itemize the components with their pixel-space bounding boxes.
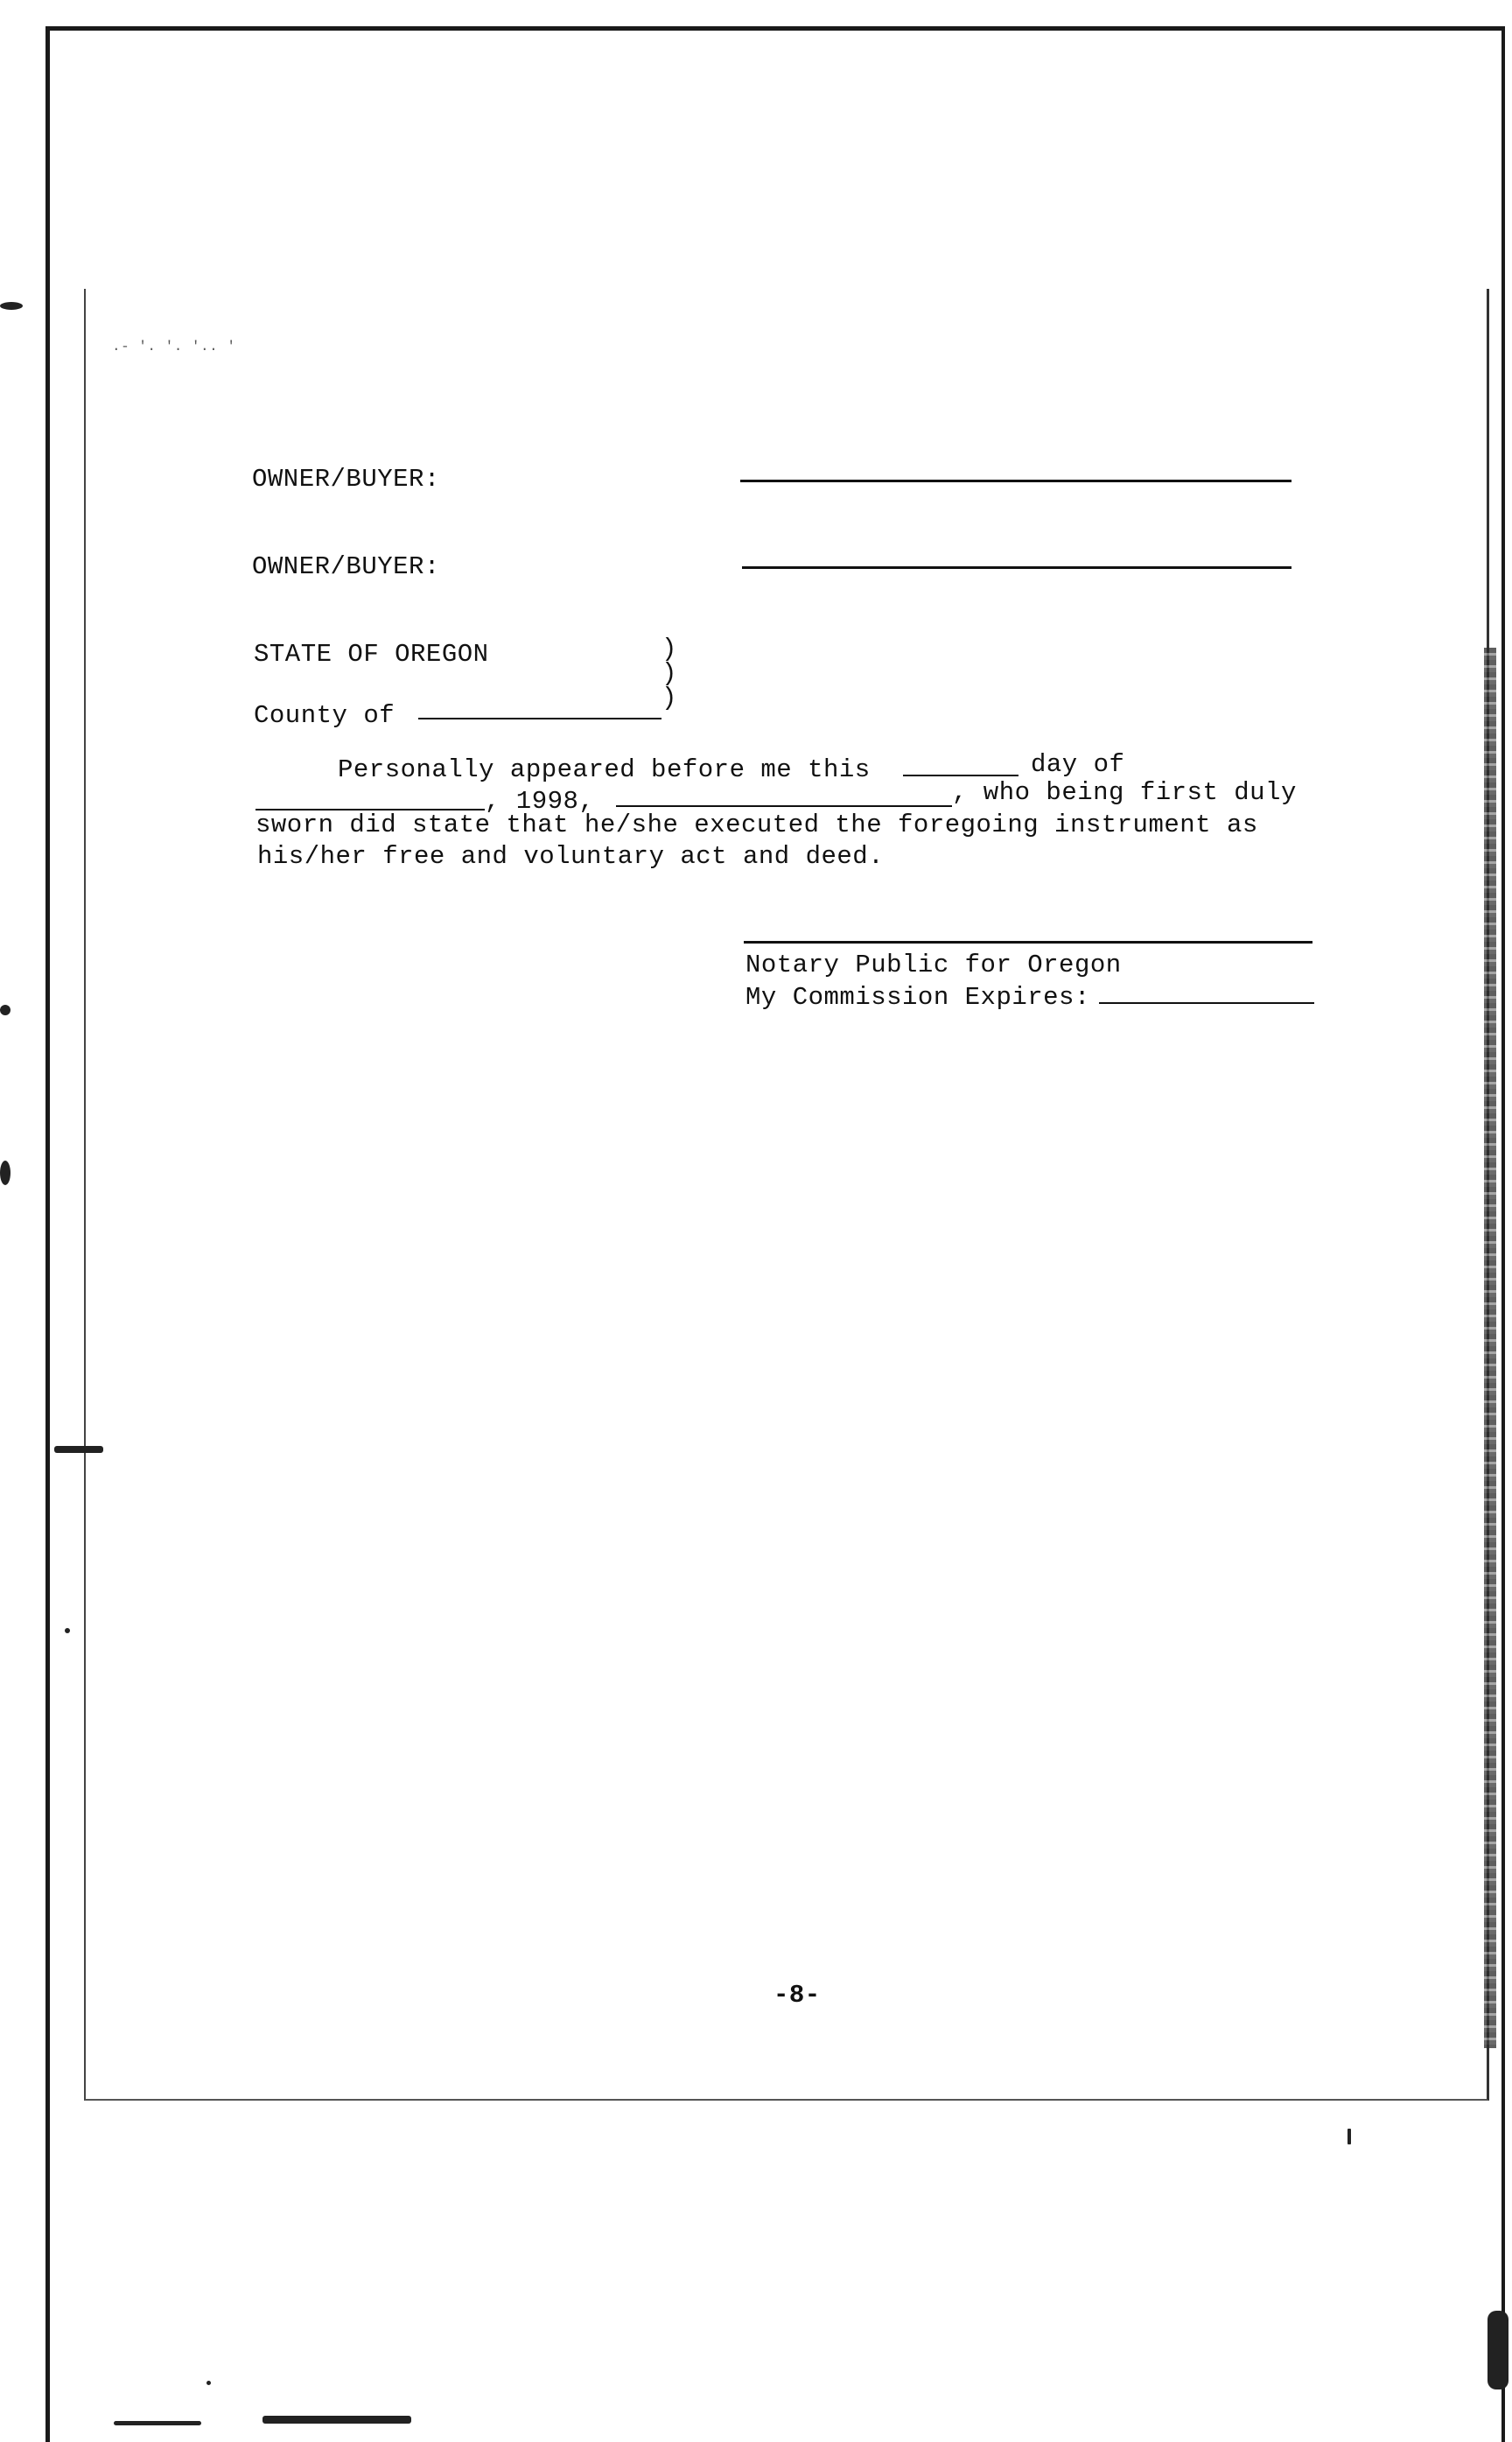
ack-line-3: sworn did state that he/she executed the foregoing instrument as (256, 810, 1258, 839)
owner-buyer-label-1: OWNER/BUYER: (252, 465, 440, 494)
commission-expires-label: My Commission Expires: (746, 983, 1090, 1012)
name-blank-line (616, 805, 952, 807)
venue-bracket: ) ) ) (662, 635, 677, 712)
owner-buyer-signature-line-1 (740, 480, 1292, 482)
scan-edge-shadow (1484, 648, 1496, 2048)
owner-buyer-signature-line-2 (742, 566, 1292, 569)
scan-artifact: .- '. '. '.. ' (112, 339, 236, 354)
county-blank-line (418, 718, 662, 719)
state-label: STATE OF OREGON (254, 640, 489, 669)
scan-speck (0, 1161, 10, 1185)
scan-speck (0, 302, 23, 310)
ack-line-4: his/her free and voluntary act and deed. (257, 842, 885, 871)
scan-smudge (262, 2416, 411, 2424)
notary-signature-line (744, 941, 1312, 944)
scan-speck (1488, 2311, 1508, 2389)
ack-line-1-start: Personally appeared before me this (338, 755, 871, 784)
day-blank-line (903, 775, 1018, 776)
owner-buyer-label-2: OWNER/BUYER: (252, 552, 440, 581)
scan-speck (206, 2381, 211, 2385)
scan-smudge (114, 2421, 201, 2425)
ack-line-2-year: , 1998, (485, 787, 595, 816)
scan-smudge (54, 1446, 103, 1453)
ack-line-2-end: , who being first duly (952, 778, 1297, 807)
page-number: -8- (774, 1981, 821, 2010)
scan-speck (0, 1005, 10, 1015)
notary-title: Notary Public for Oregon (746, 951, 1122, 979)
county-label: County of (254, 701, 396, 730)
scan-speck (1348, 2129, 1351, 2144)
commission-expires-blank-line (1099, 1002, 1314, 1004)
scan-speck (65, 1628, 70, 1633)
ack-line-1-end: day of (1031, 750, 1125, 779)
